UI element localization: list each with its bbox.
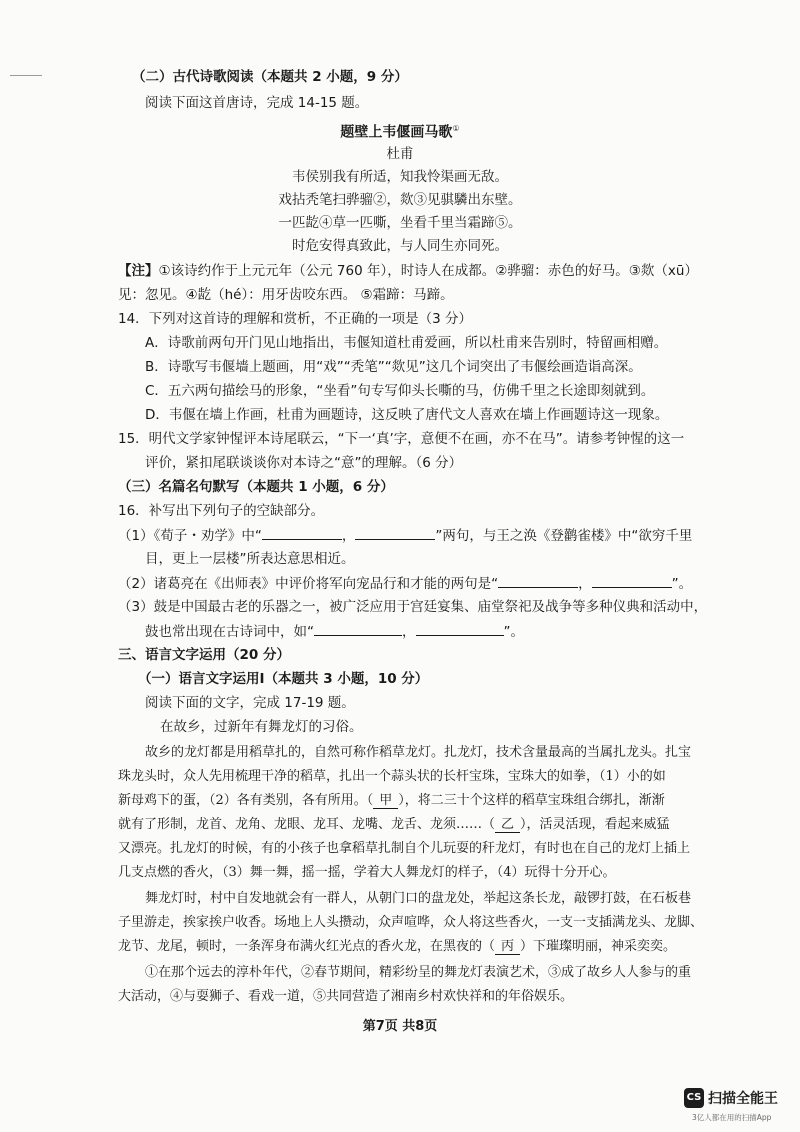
part3-heading: 三、语言文字运用（20 分） <box>118 647 290 663</box>
passage-line: 故乡的龙灯都是用稻草扎的，自然可称作稻草龙灯。扎龙灯，技术含量最高的当属扎龙头。扎宝 <box>145 745 692 760</box>
q15-line1: 15．明代文学家钟惺评本诗尾联云，“下一‘真’字，意便不在画，亦不在马”。请参考钟惺的这一 <box>118 431 685 447</box>
watermark-name: 扫描全能王 <box>708 1091 778 1107</box>
passage-first: 在故乡，过新年有舞龙灯的习俗。 <box>160 719 363 735</box>
passage-line: 新母鸡下的蛋，（2）各有类别，各有所用。（ 甲 ），将二三十个这样的稻草宝珠组合绑扎，渐渐 <box>118 793 665 808</box>
q16-item1-line2: 目，更上一层楼”所表达意思相近。 <box>145 551 355 567</box>
passage-line: 舞龙灯时，村中自发地就会有一群人，从朝门口的盘龙处，举起这条长龙，敲锣打鼓，在石板巷 <box>145 891 692 906</box>
q16-item3-line2: 鼓也常出现在古诗词中，如“ ， ”。 <box>145 620 524 643</box>
blank-jia: 甲 <box>373 793 398 809</box>
q16-stem: 16．补写出下列句子的空缺部分。 <box>118 503 325 519</box>
fill-blank[interactable] <box>355 524 435 540</box>
q16-item1: （1）《荀子・劝学》中“ ， ”两句，与王之涣《登鹳雀楼》中“欲穷千里 <box>118 524 692 547</box>
cs-logo-icon: CS <box>684 1088 704 1108</box>
fill-blank[interactable] <box>416 620 504 636</box>
q16-item2: （2）诸葛亮在《出师表》中评价将军向宠品行和才能的两句是“ ， ”。 <box>118 572 692 595</box>
notes: 【注】①该诗约作于上元元年（公元 760 年），时诗人在成都。②骅骝：赤色的好马。③欻（xū） <box>118 263 698 279</box>
section2-intro: 阅读下面这首唐诗，完成 14-15 题。 <box>145 95 369 111</box>
q16-item3-line1: （3）鼓是中国最古老的乐器之一，被广泛应用于宫廷宴集、庙堂祭祀及战争等多种仪典和活动中， <box>118 599 708 615</box>
poem-line: 一匹龁④草一匹嘶，坐看千里当霜蹄⑤。 <box>278 215 522 231</box>
part3-intro: 阅读下面的文字，完成 17-19 题。 <box>145 695 355 711</box>
passage-line: 大活动，④与耍狮子、看戏一道，⑤共同营造了湘南乡村欢快祥和的年俗娱乐。 <box>118 989 574 1004</box>
fill-blank[interactable] <box>314 620 402 636</box>
fill-blank[interactable] <box>262 524 342 540</box>
passage-line: ①在那个远去的淳朴年代，②春节期间，精彩纷呈的舞龙灯表演艺术，③成了故乡人人参与的重 <box>145 965 692 980</box>
poem-line: 韦侯别我有所适，知我怜渠画无敌。 <box>292 169 508 185</box>
q14-option-d: D．韦偃在墙上作画，杜甫为画题诗，这反映了唐代文人喜欢在墙上作画题诗这一现象。 <box>145 407 669 423</box>
passage-line: 子里游走，挨家挨户收香。场地上人头攒动，众声喧哗，众人将这些香火，一支一支插满龙头、龙脚、 <box>118 915 704 930</box>
passage-line: 龙节、龙尾，顿时，一条浑身布满火红光点的香火龙，在黑夜的（ 丙 ）下璀璨明丽，神采奕奕。 <box>118 939 677 954</box>
fill-blank[interactable] <box>592 572 672 588</box>
poem-author: 杜甫 <box>386 146 414 162</box>
q14-stem: 14．下列对这首诗的理解和赏析，不正确的一项是（3 分） <box>118 311 473 327</box>
passage-line: 又漂亮。扎龙灯的时候，有的小孩子也拿稻草扎制自个儿玩耍的秆龙灯，有时也在自己的龙灯上插上 <box>118 841 691 856</box>
q14-option-a: A．诗歌前两句开门见山地指出，韦偃知道杜甫爱画，所以杜甫来告别时，特留画相赠。 <box>145 335 668 351</box>
page-number: 第7页 共8页 <box>362 1019 438 1034</box>
q14-option-c: C．五六两句描绘马的形象，“坐看”句专写仰头长嘶的马，仿佛千里之长途即刻就到。 <box>145 383 655 399</box>
part3-sub-heading: （一）语言文字运用Ⅰ（本题共 3 小题，10 分） <box>138 671 429 687</box>
poem-line: 戏拈秃笔扫骅骝②，欻③见骐驎出东壁。 <box>278 192 522 208</box>
poem-title: 题壁上韦偃画马歌① <box>340 124 460 141</box>
passage-line: 几支点燃的香火，（3）舞一舞，摇一摇，学着大人舞龙灯的样子，（4）玩得十分开心。 <box>118 865 616 880</box>
scanner-watermark <box>684 1086 794 1126</box>
watermark-subtitle: 3亿人都在用的扫描App <box>692 1113 772 1122</box>
poem-line: 时危安得真致此，与人同生亦同死。 <box>292 238 508 254</box>
q15-line2: 评价，紧扣尾联谈谈你对本诗之“意”的理解。（6 分） <box>145 455 463 471</box>
fill-blank[interactable] <box>498 572 578 588</box>
corner-mark <box>10 75 42 76</box>
passage-line: 就有了形制，龙首、龙角、龙眼、龙耳、龙嘴、龙舌、龙须……（ 乙 ），活灵活现，看起来威猛 <box>118 817 670 832</box>
q14-option-b: B．诗歌写韦偃墙上题画，用“戏”“秃笔”“欻见”这几个词突出了韦偃绘画造诣高深。 <box>145 359 642 375</box>
notes-line2: 见：忽见。④龁（hé）：用牙齿咬东西。 ⑤霜蹄：马蹄。 <box>118 287 454 303</box>
passage-line: 珠龙头时，众人先用梳理干净的稻草，扎出一个蒜头状的长杆宝珠，宝珠大的如拳，（1）小的如 <box>118 769 666 784</box>
section3-heading: （三）名篇名句默写（本题共 1 小题，6 分） <box>118 479 394 495</box>
section2-heading: （二）古代诗歌阅读（本题共 2 小题，9 分） <box>132 69 408 85</box>
blank-bing: 丙 <box>495 939 520 955</box>
blank-yi: 乙 <box>495 817 520 833</box>
